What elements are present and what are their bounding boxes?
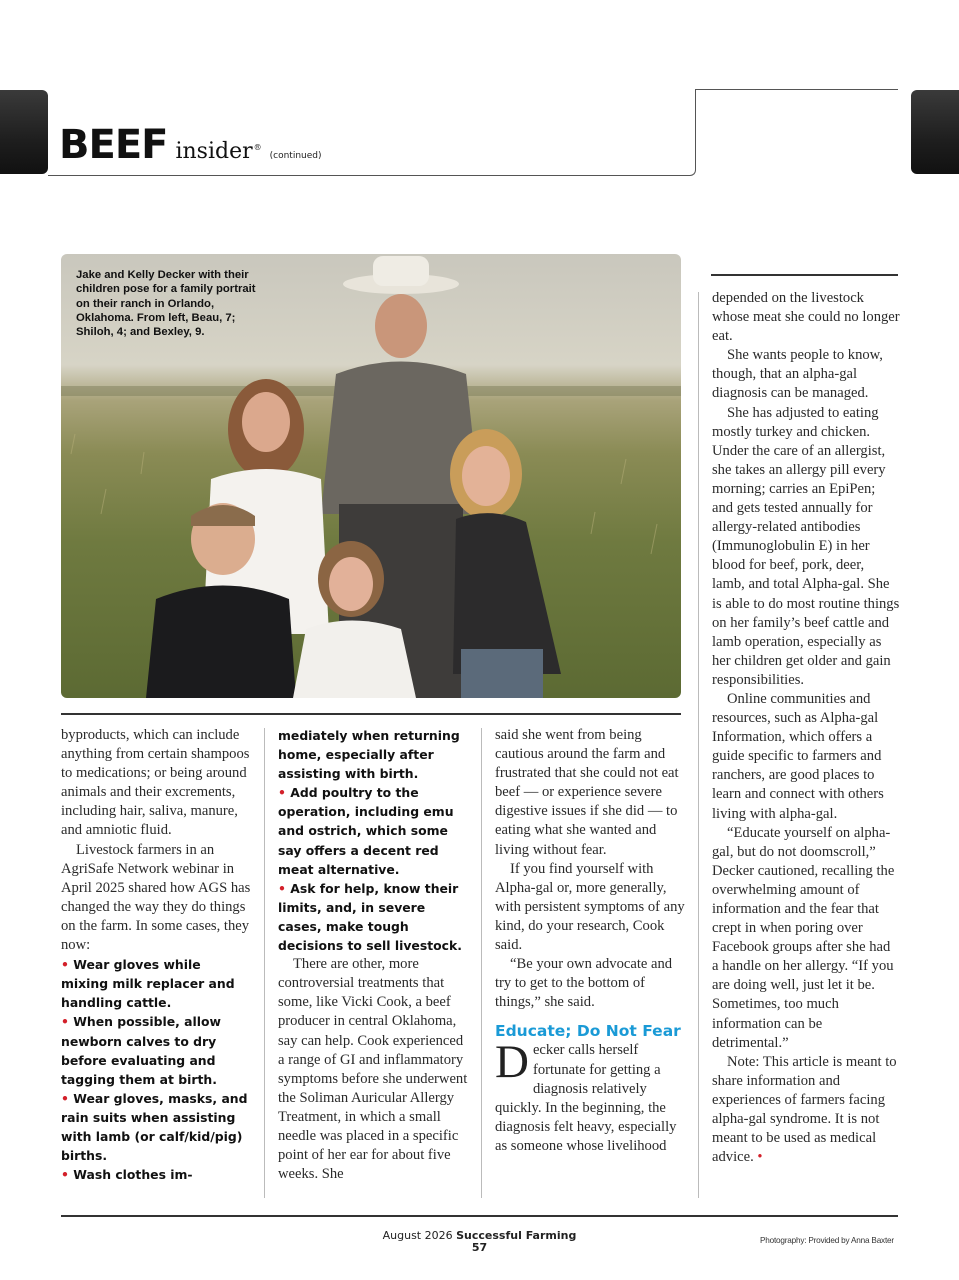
bullet-icon: • bbox=[61, 1014, 74, 1030]
column-top-rule bbox=[61, 713, 681, 715]
bullet-item: • Ask for help, know their limits, and, in severe cases, make tough decisions to sell livestock. bbox=[278, 880, 462, 954]
brand-insider bbox=[175, 139, 261, 164]
column-divider bbox=[698, 292, 699, 1198]
paragraph: Note: This article is meant to share information and experiences of farmers facing alpha-gal syndrome. It is not meant to be used as medical advice. • bbox=[712, 1053, 897, 1166]
issue-date: August 2026 bbox=[382, 1229, 453, 1242]
drop-cap: D bbox=[495, 1036, 529, 1089]
paragraph: Livestock farmers in an AgriSafe Network webinar in April 2025 shared how AGS has changed the way they do things on the farm. In some cases, they now: bbox=[61, 841, 251, 954]
section-name: insider bbox=[175, 139, 253, 164]
bullet-item: • Wear gloves while mixing milk replacer and handling cattle. bbox=[61, 957, 235, 1011]
photo-credit: Photography: Provided by Anna Baxter bbox=[760, 1236, 894, 1245]
footer-rule bbox=[61, 1215, 898, 1217]
bullet-item: • Wear gloves, masks, and rain suits when assisting with lamb (or calf/kid/pig) births. bbox=[61, 1090, 248, 1164]
bullet-icon: • bbox=[61, 1090, 74, 1106]
right-edge-tab bbox=[911, 90, 959, 174]
subheading: Educate; Do Not Fear bbox=[495, 1022, 681, 1041]
bullet-icon: • bbox=[61, 957, 74, 973]
page-number: 57 bbox=[471, 1241, 488, 1254]
continued-label: (continued) bbox=[269, 151, 322, 161]
paragraph: depended on the livestock whose meat she could no longer eat. bbox=[712, 290, 900, 345]
section-header bbox=[59, 122, 322, 168]
paragraph: Decker calls herself fortunate for getting a diagnosis relatively quickly. In the beginning, the diagnosis felt heavy, especially as someone whose livelihood bbox=[495, 1036, 677, 1154]
paragraph: Online communities and resources, such as Alpha-gal Information, which offers a guide specific to farmers and ranchers, are good places to learn and connect with others living with alpha-gal. bbox=[712, 690, 884, 822]
paragraph: There are other, more controversial treatments that some, like Vicki Cook, a beef producer in central Oklahoma, say can help. Cook experienced a range of GI and inflammatory symptoms before she underwent the Soliman Auricular Allergy Treatment, in which a small needle was placed in a specific point of her ear for about five weeks. She bbox=[278, 956, 468, 1183]
registered-mark: ® bbox=[253, 142, 262, 152]
bullet-item: • When possible, allow newborn calves to dry before evaluating and tagging them at birth. bbox=[61, 1014, 221, 1087]
end-mark-icon: • bbox=[757, 1149, 763, 1166]
family-photo bbox=[61, 254, 681, 698]
photo-caption: Jake and Kelly Decker with their children pose for a family portrait on their ranch in Orlando, Oklahoma. From left, Beau, 7; Shiloh, 4; and Bexley, 9. bbox=[76, 269, 256, 339]
paragraph: She has adjusted to eating mostly turkey and chicken. Under the care of an allergist, she takes an allergy pill every morning; carries an EpiPen; and gets tested annually for allergy-related antibodies (Immunoglobulin E) in her blood for beef, pork, deer, lamb, and total Alpha-gal. She is able to do most routine things on her family’s beef cattle and lamb operation, especially as her children get older and gain responsibilities. bbox=[712, 404, 900, 688]
article-column-4 bbox=[712, 289, 900, 1167]
paragraph: said she went from being cautious around the farm and frustrated that she could not eat beef — or experience severe digestive issues if she did — to eating what she wanted and living without fear. bbox=[495, 727, 679, 858]
paragraph: She wants people to know, though, that an alpha-gal diagnosis can be managed. bbox=[712, 347, 883, 402]
bullet-continuation: mediately when returning home, especially after assisting with birth. bbox=[278, 728, 460, 782]
paragraph: “Educate yourself on alpha-gal, but do not doomscroll,” Decker cautioned, recalling the overwhelming amount of information and the fear that crept in when poring over Facebook groups after she had a handle on her allergy. “If you are doing well, just let it be. Sometimes, too much information can be detrimental.” bbox=[712, 824, 895, 1051]
header-top-rule bbox=[695, 89, 898, 90]
bullet-icon: • bbox=[278, 880, 291, 896]
magazine-name: Successful Farming bbox=[456, 1229, 577, 1242]
article-column-1 bbox=[61, 726, 251, 1184]
article-column-3 bbox=[495, 726, 687, 1156]
column-divider bbox=[264, 728, 265, 1198]
paragraph: If you find yourself with Alpha-gal or, more generally, with persistent symptoms of any kind, do your research, Cook said. bbox=[495, 860, 685, 954]
article-column-2 bbox=[278, 726, 470, 1184]
bullet-item: • Add poultry to the operation, including emu and ostrich, which some say offers a decent red meat alternative. bbox=[278, 785, 454, 877]
bullet-item: • Wash clothes im- bbox=[61, 1167, 193, 1183]
bullet-icon: • bbox=[61, 1167, 74, 1183]
brand-beef: BEEF bbox=[59, 122, 168, 168]
paragraph: byproducts, which can include anything from certain shampoos to medications; or being around animals and their excrements, including hair, saliva, manure, and amniotic fluid. bbox=[61, 727, 250, 839]
left-edge-tab bbox=[0, 90, 48, 174]
right-column-top-rule bbox=[711, 274, 898, 276]
bullet-icon: • bbox=[278, 785, 291, 801]
column-divider bbox=[481, 728, 482, 1198]
paragraph: “Be your own advocate and try to get to the bottom of things,” she said. bbox=[495, 956, 673, 1011]
